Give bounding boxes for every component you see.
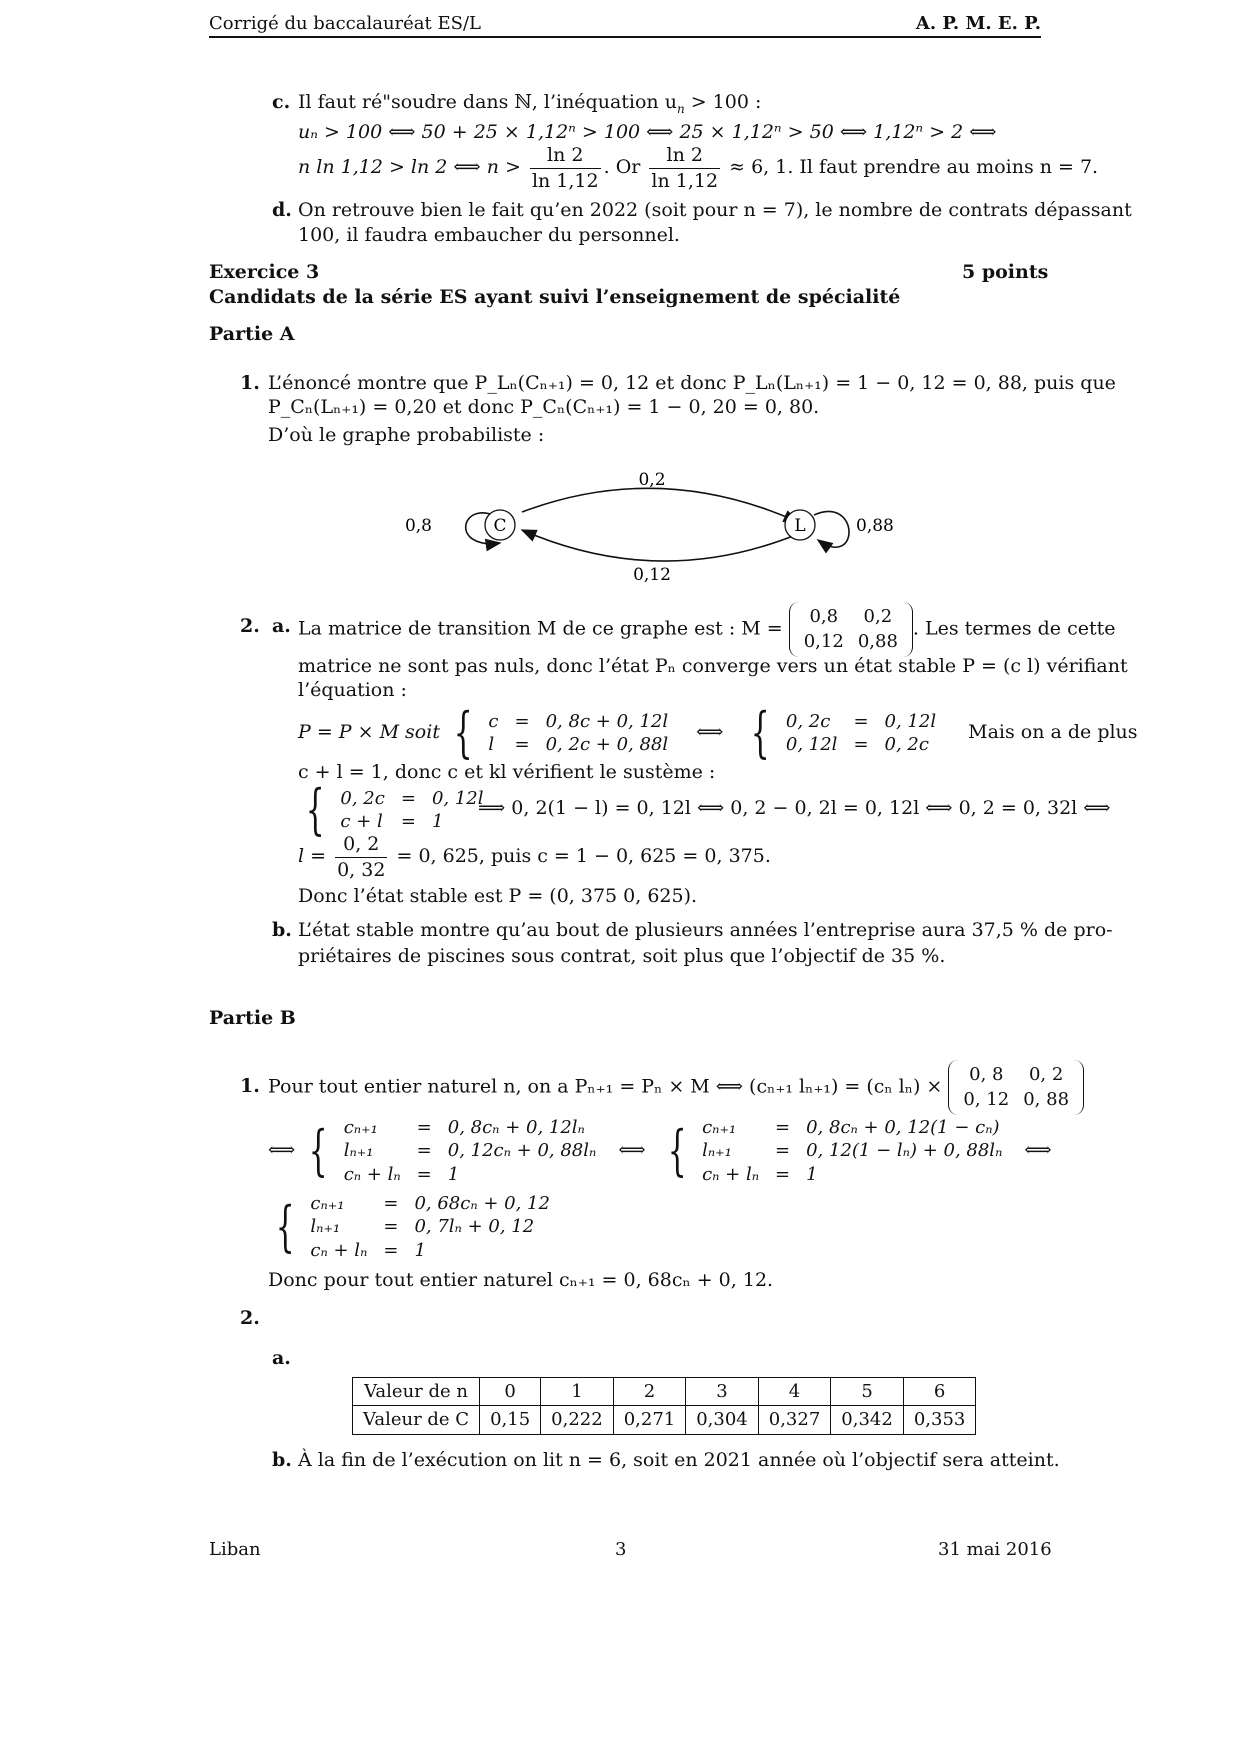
q2a-system-3: { 0, 2c = 0, 12l c + l = 1 [298,783,492,837]
loop-l-label: 0,88 [856,516,894,536]
transition-matrix-2: 0, 8 0, 2 0, 12 0, 88 [948,1060,1084,1115]
b1-system-6: { cₙ₊₁ = 0, 68cₙ + 0, 12 lₙ₊₁ = 0, 7lₙ + 0, 12 cₙ + lₙ = 1 [268,1192,558,1262]
table-head: Valeur de n [353,1378,480,1406]
q2a-label: a. [272,615,291,637]
fraction-ln-2: $\frac{\ln 2}{\ln 1,12}$ [651,144,719,192]
item-d-line1: On retrouve bien le fait qu’en 2022 (soit pour n = 7), le nombre de contrats dépassant [298,199,1132,221]
exercise-title: Exercice 3 [209,261,320,283]
q2a-line2: matrice ne sont pas nuls, donc l’état Pₙ converge vers un état stable P = (c l) vérifiant [298,655,1128,677]
edge-label-top: 0,2 [638,470,666,490]
q2a-line1: La matrice de transition M de ce graphe est : M = 0,8 0,2 0,12 0,88. Les termes de cette [298,602,1115,657]
q2a-line4: c + l = 1, donc c et kl vérifient le sustème : [298,761,716,783]
page-header [209,12,1041,38]
q2-label: 2. [240,615,260,637]
q2a-line7: Donc l’état stable est P = (0, 375 0, 625). [298,885,698,907]
b2b-line: À la fin de l’exécution on lit n = 6, soit en 2021 année où l’objectif sera atteint. [298,1449,1060,1471]
item-c-label: c. [272,91,291,113]
b1-label: 1. [240,1075,260,1097]
fraction-ln: $\frac{\ln 2}{\ln 1,12}$ [531,144,599,192]
part-b-title: Partie B [209,1007,296,1029]
b2-label: 2. [240,1307,260,1329]
header-left: Corrigé du baccalauréat ES/L [209,13,481,34]
loop-l [814,512,849,548]
arrow-c-to-l [522,488,798,522]
system-2: 0, 2c = 0, 12l 0, 12l = 0, 2c [785,710,937,755]
node-c-label: C [493,516,507,536]
loop-c-label: 0,8 [404,516,432,536]
system-6: cₙ₊₁ = 0, 68cₙ + 0, 12 lₙ₊₁ = 0, 7lₙ + 0, 12 cₙ + lₙ = 1 [310,1193,550,1261]
system-4: cₙ₊₁ = 0, 8cₙ + 0, 12lₙ lₙ₊₁ = 0, 12cₙ + 0, 88lₙ cₙ + lₙ = 1 [343,1117,597,1185]
system-1: c = 0, 8c + 0, 12l l = 0, 2c + 0, 88l [488,710,669,755]
b1-line1: Pour tout entier naturel n, on a Pₙ₊₁ = Pₙ × M ⟺ (cₙ₊₁ lₙ₊₁) = (cₙ lₙ) × 0, 8 0, 2 0, 12 0, 88 [268,1060,1084,1115]
q2b-label: b. [272,919,292,941]
q2a-systems: P = P × M soit { c = 0, 8c + 0, 12l l = 0, 2c + 0, 88l ⟺ { 0, 2c = 0, 12l 0, 12l = 0, 2c Mais on a de plus [298,701,1138,764]
b1-conclusion: Donc pour tout entier naturel cₙ₊₁ = 0, 68cₙ + 0, 12. [268,1269,774,1291]
page-number: 3 [615,1539,627,1560]
item-c-line1: Il faut ré"soudre dans ℕ, l’inéquation $u_n > 100$ : [298,91,762,116]
system-3: 0, 2c = 0, 12l c + l = 1 [340,787,484,832]
b2a-label: a. [272,1347,291,1369]
item-d-label: d. [272,199,292,221]
probability-graph [400,460,920,600]
q2b-line1: L’état stable montre qu’au bout de plusieurs années l’entreprise aura 37,5 % de pro- [298,919,1113,941]
b2b-label: b. [272,1449,292,1471]
edge-label-bottom: 0,12 [633,565,671,585]
exercise-points: 5 points [962,261,1049,283]
footer-left: Liban [209,1539,261,1560]
q1-label: 1. [240,372,260,394]
q1-line2: P_Cₙ(Lₙ₊₁) = 0,20 et donc P_Cₙ(Cₙ₊₁) = 1 − 0, 20 = 0, 80. [268,396,820,418]
q2a-line5: ⟹ 0, 2(1 − l) = 0, 12l ⟺ 0, 2 − 0, 2l = 0, 12l ⟺ 0, 2 = 0, 32l ⟺ [478,797,1111,819]
transition-matrix: 0,8 0,2 0,12 0,88 [789,602,913,657]
b1-systems: ⟺ { cₙ₊₁ = 0, 8cₙ + 0, 12lₙ lₙ₊₁ = 0, 12cₙ + 0, 88lₙ cₙ + lₙ = 1 ⟺ { cₙ₊₁ = 0, 8cₙ + 0, 12(1 − cₙ) lₙ₊₁ = 0, 12(1 − lₙ) + 0, 88lₙ cₙ + lₙ = 1 ⟺ [268,1117,1052,1185]
item-c-line3: n ln 1,12 > ln 2 ⟺ n > $\frac{\ln 2}{\ln 1,12}$ . Or $\frac{\ln 2}{\ln 1,12}$ ≈ 6, 1. Il faut prendre au moins n = 7. [298,144,1099,192]
table-row: Valeur de n 0 1 2 3 4 5 6 [353,1378,976,1406]
table-row: Valeur de C 0,15 0,222 0,271 0,304 0,327 0,342 0,353 [353,1406,976,1434]
table-head: Valeur de C [353,1406,480,1434]
q2a-line6: l = $\frac{0, 2}{0, 32}$ = 0, 625, puis c = 1 − 0, 625 = 0, 375. [298,833,771,881]
q1-line3: D’où le graphe probabiliste : [268,424,545,446]
q2b-line2: priétaires de piscines sous contrat, soit plus que l’objectif de 35 %. [298,945,946,967]
system-5: cₙ₊₁ = 0, 8cₙ + 0, 12(1 − cₙ) lₙ₊₁ = 0, 12(1 − lₙ) + 0, 88lₙ cₙ + lₙ = 1 [702,1117,1003,1185]
item-c-line2: uₙ > 100 ⟺ 50 + 25 × 1,12ⁿ > 100 ⟺ 25 × 1,12ⁿ > 50 ⟺ 1,12ⁿ > 2 ⟺ [298,121,997,143]
header-right: A. P. M. E. P. [915,13,1041,34]
q2a-line3: l’équation : [298,679,407,701]
footer-right: 31 mai 2016 [938,1539,1052,1560]
q1-line1: L’énoncé montre que P_Lₙ(Cₙ₊₁) = 0, 12 et donc P_Lₙ(Lₙ₊₁) = 1 − 0, 12 = 0, 88, puis que [268,372,1116,394]
node-l-label: L [794,516,806,536]
values-table [352,1377,976,1435]
item-d-line2: 100, il faudra embaucher du personnel. [298,224,680,246]
exercise-subtitle: Candidats de la série ES ayant suivi l’enseignement de spécialité [209,286,901,308]
arrow-l-to-c [522,530,798,561]
part-a-title: Partie A [209,323,295,345]
